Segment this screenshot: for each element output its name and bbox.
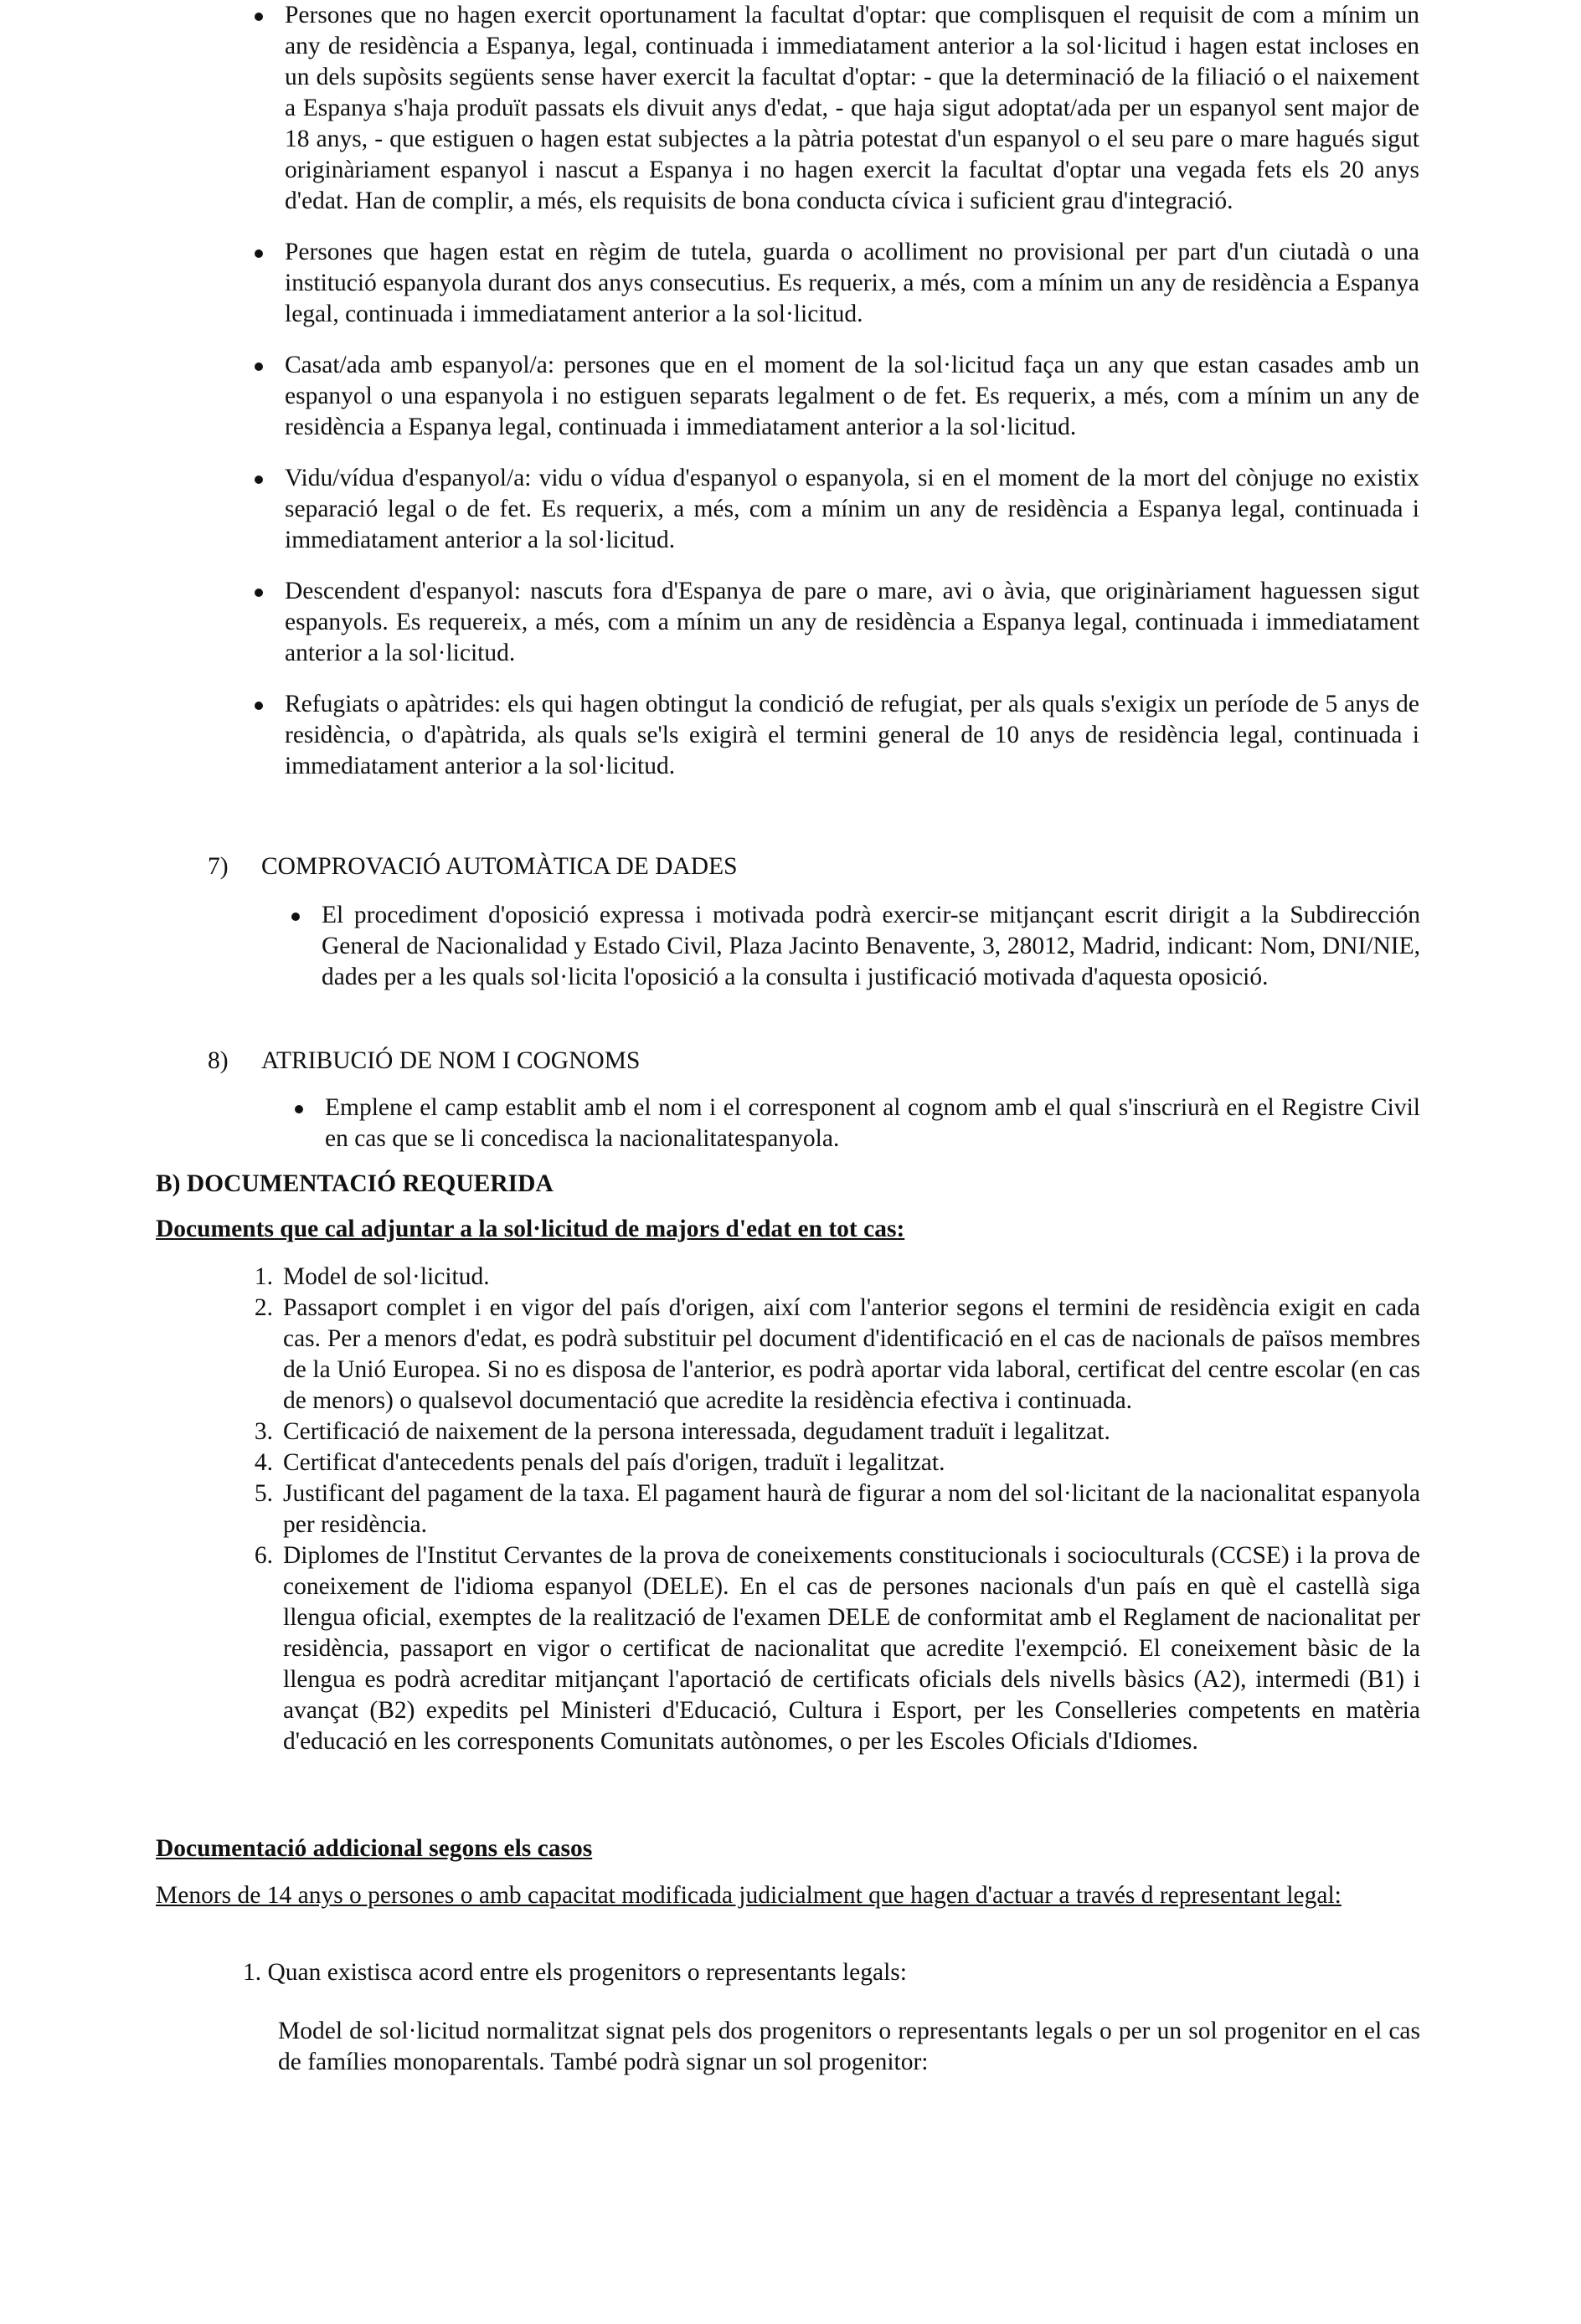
section-8-title: ATRIBUCIÓ DE NOM I COGNOMS xyxy=(261,1047,641,1074)
bullet-item-descendant: Descendent d'espanyol: nascuts fora d'Espanya de pare o mare, avi o àvia, que originàriament haguessen sigut espanyols. Es requereix, a més, com a mínim un any de residència a Espanya legal, continuada i immediatament anterior a la sol·licitud. xyxy=(285,576,1419,669)
item-number: 2. xyxy=(254,1294,273,1321)
section-8-bullet: Emplene el camp establit amb el nom i el corresponent al cognom amb el qual s'inscriurà en el Registre Civil en cas que se li concedisca la nacionalitatespanyola. xyxy=(325,1093,1420,1154)
item-number: 4. xyxy=(254,1449,273,1476)
required-documents-list xyxy=(254,1262,1420,1757)
list-item xyxy=(254,1417,1420,1447)
minors-title: Menors de 14 anys o persones o amb capacitat modificada judicialment que hagen d'actuar a través d representant legal: xyxy=(156,1882,1342,1909)
list-item xyxy=(254,1540,1420,1757)
bullet-item-refugee: Refugiats o apàtrides: els qui hagen obtingut la condició de refugiat, per als quals s'exigix un període de 5 anys de residència, o d'apàtrida, als quals se'ls exigirà el termini general de 10 anys de residència legal, continuada i immediatament anterior a la sol·licitud. xyxy=(285,689,1419,782)
section-8-bullet-list xyxy=(325,1093,1420,1154)
item-number: 5. xyxy=(254,1480,273,1507)
section-7-number: 7) xyxy=(208,853,229,880)
section-7-title: COMPROVACIÓ AUTOMÀTICA DE DADES xyxy=(261,853,738,880)
item-text: Passaport complet i en vigor del país d'origen, així com l'anterior segons el termini de residència exigit en cada cas. Per a menors d'edat, es podrà substituir pel document d'identificació en el cas de nacionals de països membres de la Unió Europea. Si no es disposa de l'anterior, es podrà aportar vida laboral, certificat del centre escolar (en cas de menors) o qualsevol documentació que acredite la residència efectiva i continuada. xyxy=(283,1294,1420,1414)
case-1-heading: 1. Quan existisca acord entre els progenitors o representants legals: xyxy=(243,1959,907,1986)
section-b-title: B) DOCUMENTACIÓ REQUERIDA xyxy=(156,1170,554,1197)
list-item xyxy=(254,1478,1420,1540)
list-item xyxy=(254,1447,1420,1478)
list-item xyxy=(254,1293,1420,1417)
section-7-bullet: El procediment d'oposició expressa i motivada podrà exercir-se mitjançant escrit dirigit a la Subdirección General de Nacionalidad y Estado Civil, Plaza Jacinto Benavente, 3, 28012, Madrid, indicant: Nom, DNI/NIE, dades per a les quals sol·licita l'oposició a la consulta i justificació motivada d'aquesta oposició. xyxy=(322,900,1420,993)
case-1-text: Model de sol·licitud normalitzat signat pels dos progenitors o representants legals o per un sol progenitor en el cas de famílies monoparentals. També podrà signar un sol progenitor: xyxy=(278,2018,1420,2075)
bullet-item-no-option: Persones que no hagen exercit oportunament la facultat d'optar: que complisquen el requisit de com a mínim un any de residència a Espanya, legal, continuada i immediatament anterior a la sol·licitud i hagen estat incloses en un dels supòsits següents sense haver exercit la facultat d'optar: - que la determinació de la filiació o el naixement a Espanya s'haja produït passats els divuit anys d'edat, - que haja sigut adoptat/ada per un espanyol sent major de 18 anys, - que estiguen o hagen estat subjectes a la pàtria potestat d'un espanyol o el seu pare o mare hagués sigut originàriament espanyol i nascut a Espanya i no hagen exercit la facultat d'optar una vegada fets els 20 anys d'edat. Han de complir, a més, els requisits de bona conducta cívica i suficient grau d'integració. xyxy=(285,0,1419,217)
section-8-number: 8) xyxy=(208,1047,229,1074)
item-text: Model de sol·licitud. xyxy=(283,1263,490,1290)
item-number: 6. xyxy=(254,1542,273,1569)
item-text: Certificació de naixement de la persona interessada, degudament traduït i legalitzat. xyxy=(283,1418,1110,1445)
item-text: Diplomes de l'Institut Cervantes de la prova de coneixements constitucionals i socioculturals (CCSE) i la prova de coneixement de l'idioma espanyol (DELE). En el cas de persones nacionals d'un país en què el castellà siga llengua oficial, exemptes de la realització de l'examen DELE de conformitat amb el Reglament de nacionalitat per residència, passaport en vigor o certificat de nacionalitat que acredite l'exempció. El coneixement bàsic de la llengua es podrà acreditar mitjançant l'aportació de certificats oficials dels nivells bàsics (A2), intermedi (B1) i avançat (B2) expedits pel Ministeri d'Educació, Cultura i Esport, per les Conselleries competents en matèria d'educació en les corresponents Comunitats autònomes, o per les Escoles Oficials d'Idiomes. xyxy=(283,1542,1420,1755)
item-text: Justificant del pagament de la taxa. El pagament haurà de figurar a nom del sol·licitant de la nacionalitat espanyola per residència. xyxy=(283,1480,1420,1538)
bullet-item-married: Casat/ada amb espanyol/a: persones que en el moment de la sol·licitud faça un any que estan casades amb un espanyol o una espanyola i no estiguen separats legalment o de fet. Es requerix, a més, com a mínim un any de residència a Espanya legal, continuada i immediatament anterior a la sol·licitud. xyxy=(285,350,1419,443)
section-7-heading xyxy=(208,851,1414,882)
item-number: 1. xyxy=(254,1263,273,1290)
section-8-heading xyxy=(208,1046,1414,1077)
item-text: Certificat d'antecedents penals del país d'origen, traduït i legalitzat. xyxy=(283,1449,945,1476)
bullet-item-widow: Vidu/vídua d'espanyol/a: vidu o vídua d'espanyol o espanyola, si en el moment de la mort del cònjuge no existix separació legal o de fet. Es requerix, a més, com a mínim un any de residència a Espanya legal, continuada i immediatament anterior a la sol·licitud. xyxy=(285,463,1419,556)
item-number: 3. xyxy=(254,1418,273,1445)
bullet-item-tutelage: Persones que hagen estat en règim de tutela, guarda o acolliment no provisional per part d'un ciutadà o una institució espanyola durant dos anys consecutius. Es requerix, a més, com a mínim un any de residència a Espanya legal, continuada i immediatament anterior a la sol·licitud. xyxy=(285,237,1419,330)
section-b-subtitle: Documents que cal adjuntar a la sol·licitud de majors d'edat en tot cas: xyxy=(156,1216,905,1242)
additional-docs-title: Documentació addicional segons els casos xyxy=(156,1835,593,1862)
list-item xyxy=(254,1262,1420,1293)
requirements-bullet-list xyxy=(285,0,1419,782)
section-7-bullet-list xyxy=(322,900,1420,993)
